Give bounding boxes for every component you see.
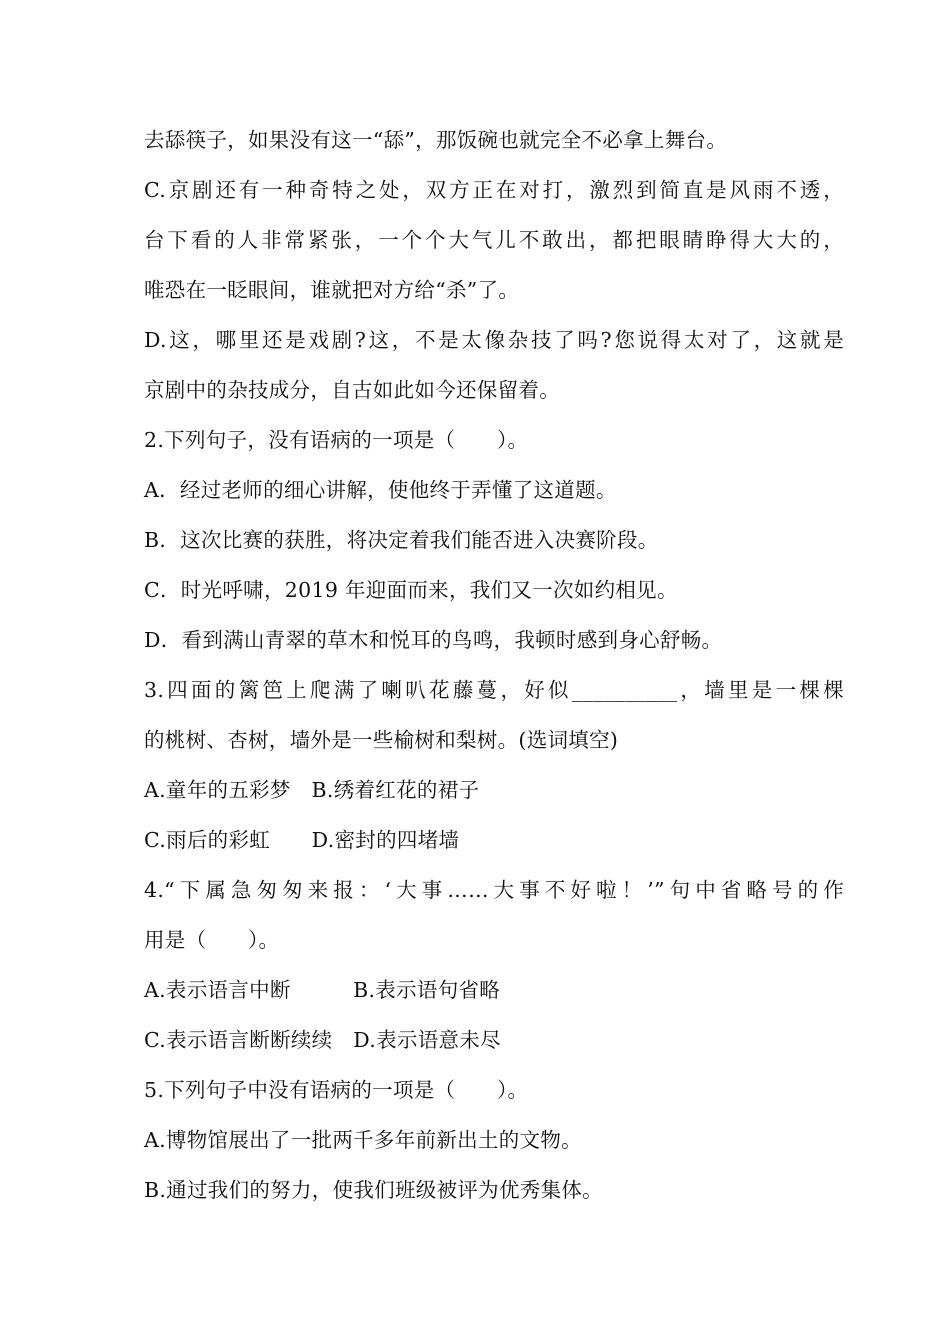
question-2-option-d: D．看到满山青翠的草木和悦耳的鸟鸣，我顿时感到身心舒畅。 xyxy=(144,628,723,652)
question-4-stem: 4.“下属急匆匆来报：‘大事……大事不好啦！’”句中省略号的作 xyxy=(144,878,844,902)
question-2-option-b: B．这次比赛的获胜，将决定着我们能否进入决赛阶段。 xyxy=(144,528,659,552)
text-line: C.京剧还有一种奇特之处，双方正在对打，激烈到简直是风雨不透， xyxy=(144,178,844,202)
question-5-option-b: B.通过我们的努力，使我们班级被评为优秀集体。 xyxy=(144,1178,603,1202)
text-line: D.这，哪里还是戏剧?这，不是太像杂技了吗?您说得太对了，这就是 xyxy=(144,328,844,352)
question-5-option-a: A.博物馆展出了一批两千多年前新出土的文物。 xyxy=(144,1128,582,1152)
text-line: 台下看的人非常紧张，一个个大气儿不敢出，都把眼睛睁得大大的， xyxy=(144,228,844,252)
question-5-stem: 5.下列句子中没有语病的一项是（ ）。 xyxy=(144,1078,529,1102)
question-4-options-cd: C.表示语言断断续续 D.表示语意未尽 xyxy=(144,1028,501,1052)
question-3-stem-cont: 的桃树、杏树，墙外是一些榆树和梨树。(选词填空) xyxy=(144,728,619,752)
question-2-option-a: A．经过老师的细心讲解，使他终于弄懂了这道题。 xyxy=(144,478,617,502)
question-2-stem: 2.下列句子，没有语病的一项是（ ）。 xyxy=(144,428,529,452)
question-4-options-ab: A.表示语言中断 B.表示语句省略 xyxy=(144,978,501,1002)
question-2-option-c: C．时光呼啸，2019 年迎面而来，我们又一次如约相见。 xyxy=(144,578,678,602)
question-4-stem-cont: 用是（ ）。 xyxy=(144,928,280,952)
question-3-options-cd: C.雨后的彩虹 D.密封的四堵墙 xyxy=(144,828,460,852)
text-line: 京剧中的杂技成分，自古如此如今还保留着。 xyxy=(144,378,560,402)
question-3-options-ab: A.童年的五彩梦 B.绣着红花的裙子 xyxy=(144,778,480,802)
text-line: 唯恐在一眨眼间，谁就把对方给“杀”了。 xyxy=(144,278,520,302)
question-3-stem: 3.四面的篱笆上爬满了喇叭花藤蔓，好似__________，墙里是一棵棵 xyxy=(144,678,844,702)
text-line: 去舔筷子，如果没有这一“舔”，那饭碗也就完全不必拿上舞台。 xyxy=(144,128,728,152)
